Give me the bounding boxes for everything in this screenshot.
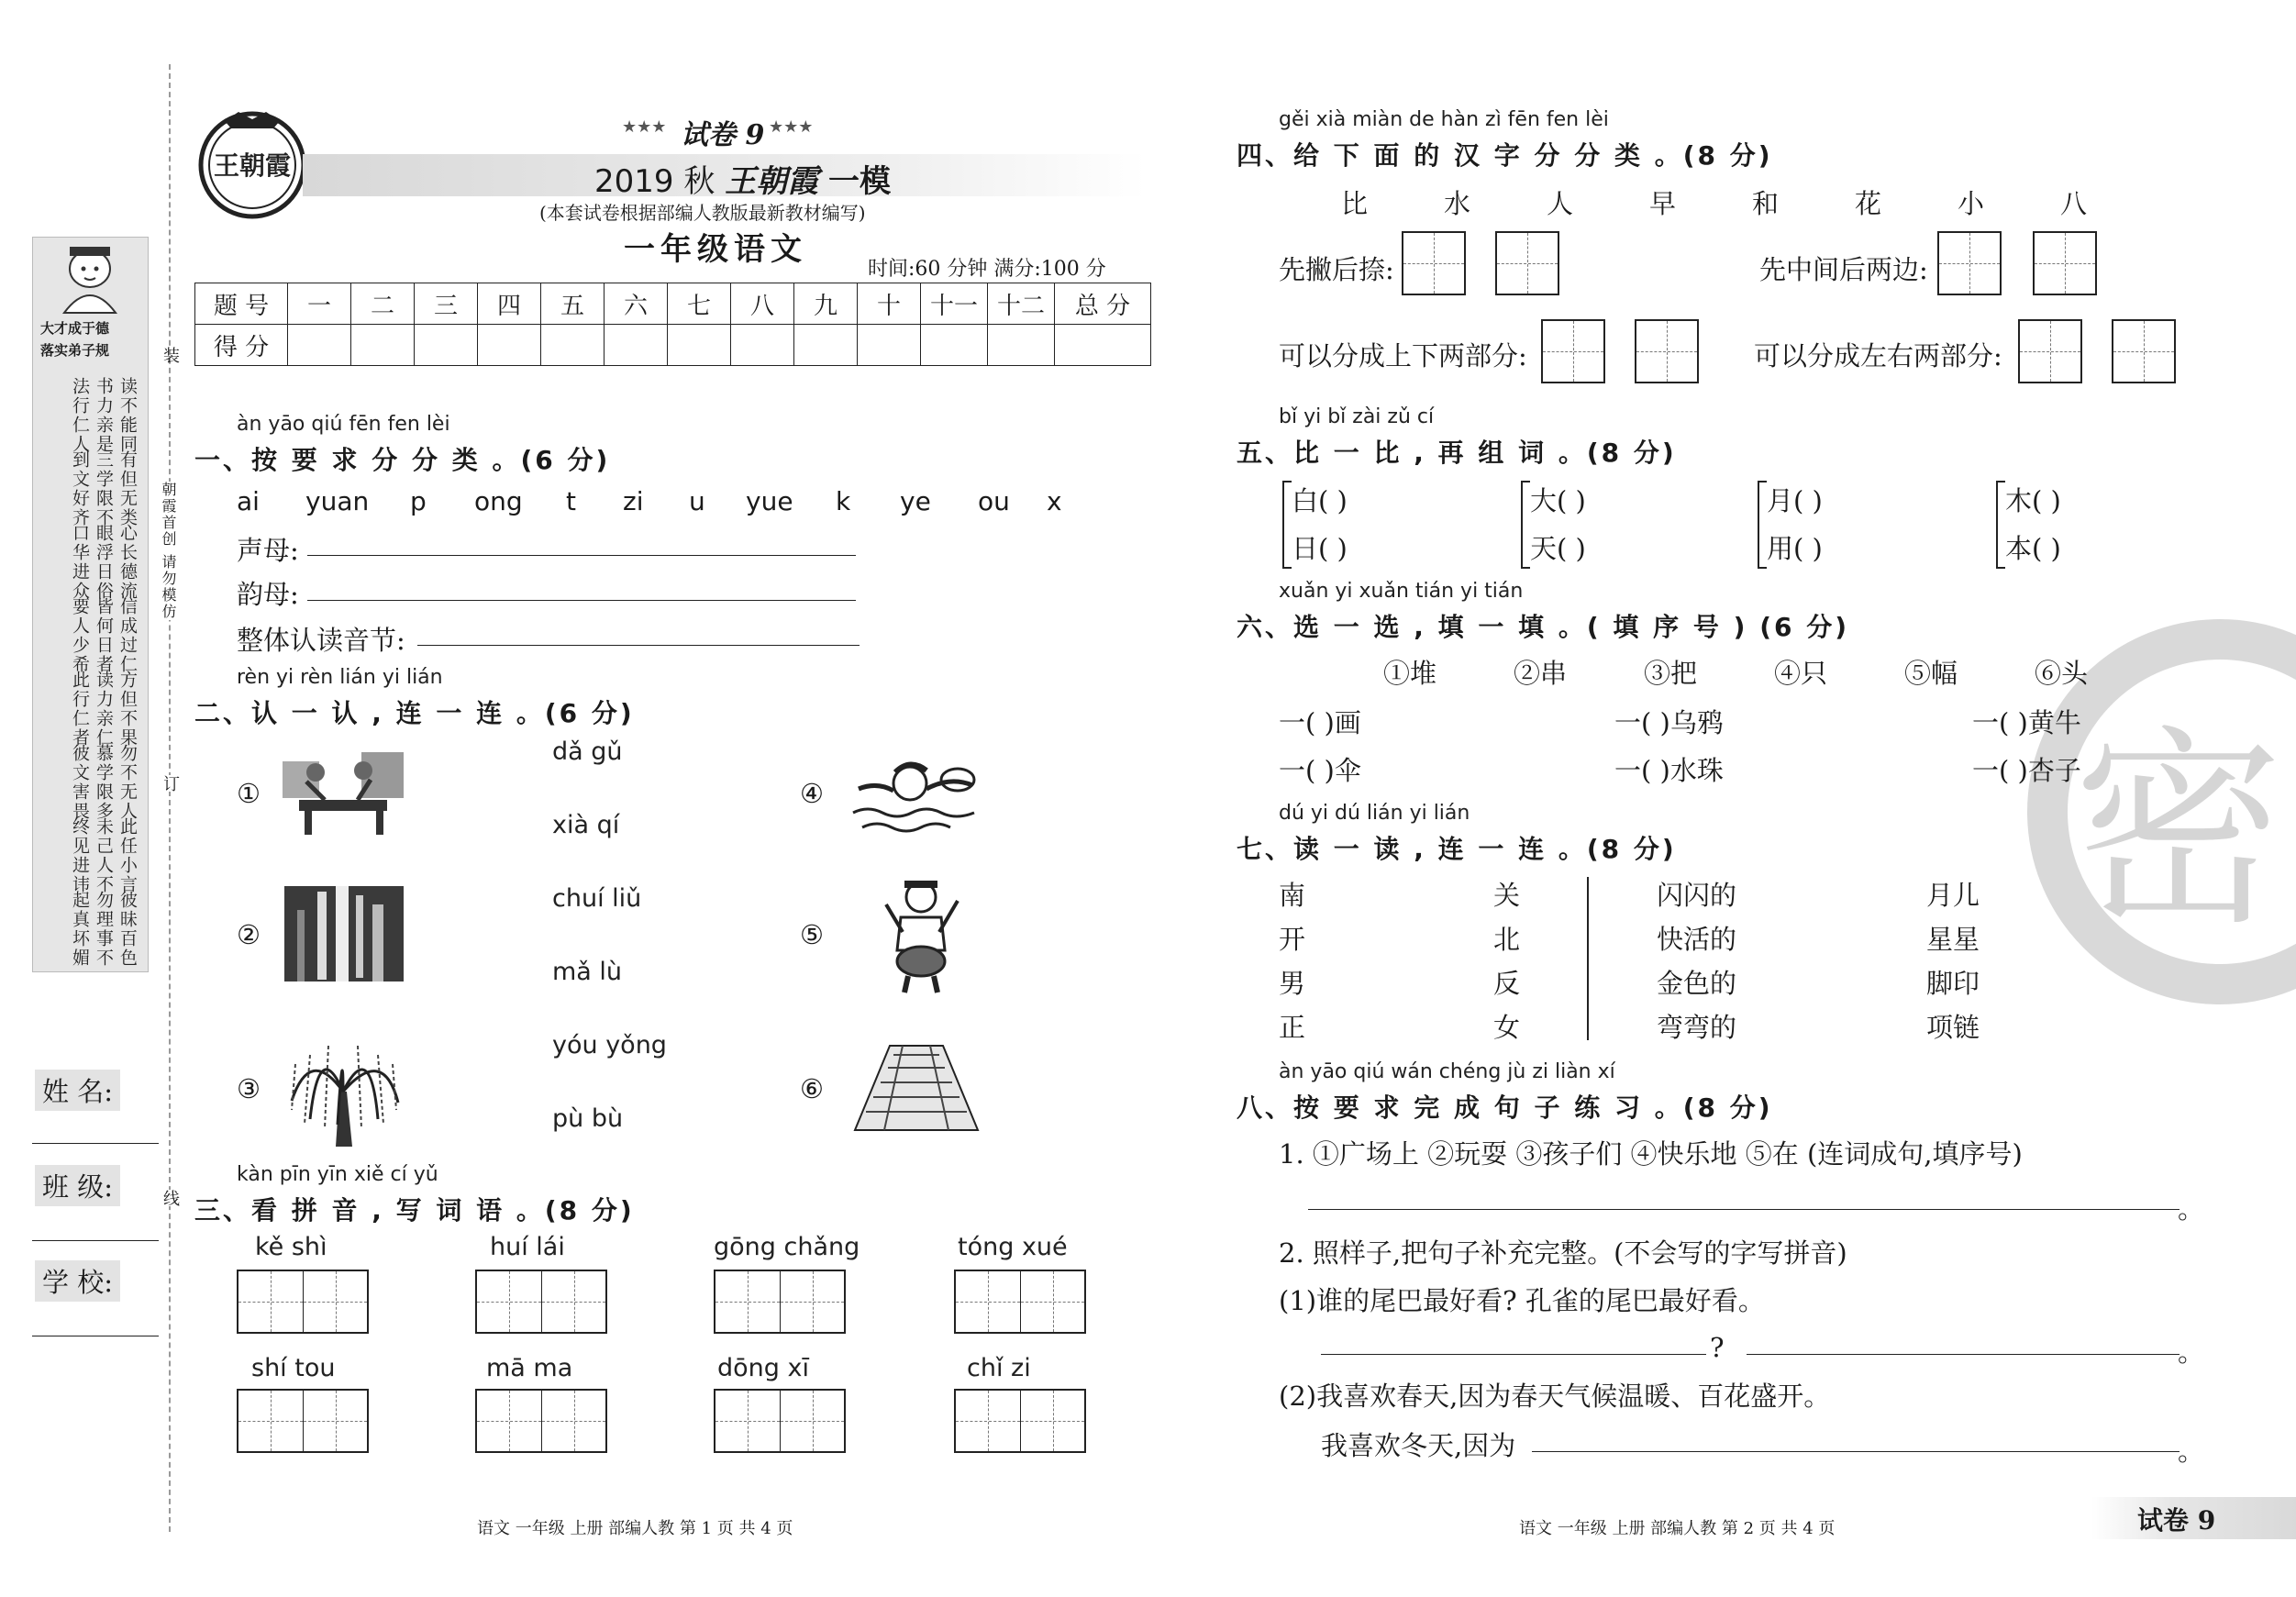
q5-pinyin: bǐ yi bǐ zài zǔ cí (1279, 405, 1435, 428)
score-cell[interactable] (415, 325, 478, 366)
score-cell[interactable] (351, 325, 415, 366)
q2-word: chuí liǔ (552, 884, 642, 913)
q1-label-whole: 整体认读音节: (237, 625, 405, 656)
brand-logo-icon (193, 103, 312, 222)
footer-right: 语文 一年级 上册 部编人教 第 2 页 共 4 页 (1519, 1519, 1836, 1538)
letter: ye (900, 486, 931, 516)
fold-mark-3: 订 (158, 775, 182, 792)
q8-answer-line[interactable] (1321, 1354, 1706, 1355)
q7-pinyin: dú yi dú lián yi lián (1279, 802, 1470, 825)
q2-num: ① (237, 778, 261, 809)
q4-char: 水 (1444, 188, 1471, 219)
q2-num: ⑥ (800, 1073, 824, 1104)
footer-left: 语文 一年级 上册 部编人教 第 1 页 共 4 页 (477, 1519, 793, 1538)
poem-col: 有但无类 (117, 450, 138, 527)
q2-num: ② (237, 919, 261, 950)
q7-word: 反 (1493, 968, 1521, 999)
q2-word: yóu yǒng (552, 1031, 667, 1059)
table-cell: 八 (731, 283, 794, 325)
q6-heading: 六、选 一 选 , 填 一 填 。( 填 序 号 ) (6 分) (1237, 612, 1850, 642)
title-suffix: 一模 (827, 163, 891, 200)
q7-word: 北 (1493, 924, 1521, 955)
poem-col: 彼昧百色 (117, 891, 138, 968)
score-cell[interactable] (541, 325, 605, 366)
q4-label: 先撇后捺: (1279, 254, 1394, 285)
q4-chars (1341, 183, 2087, 221)
q7-word: 开 (1279, 924, 1306, 955)
q7-word: 南 (1279, 880, 1306, 911)
q3-word: huí lái (490, 1233, 565, 1261)
q8-example-1: (1)谁的尾巴最好看? 孔雀的尾巴最好看。 (1279, 1285, 1765, 1316)
poem-col: 彼文害畏 (70, 744, 90, 821)
letter: yuan (305, 486, 370, 516)
q2-word: mǎ lù (552, 958, 623, 986)
q1-pinyin: àn yāo qiú fēn fen lèi (237, 413, 450, 436)
q8-prompt: 我喜欢冬天,因为 (1321, 1430, 1516, 1461)
table-cell: 十二 (988, 283, 1055, 325)
q4-writing-box[interactable] (2033, 231, 2097, 295)
q6-item: 一( )画 (1279, 707, 1361, 738)
q6-option: ③把 (1644, 658, 1698, 689)
q1-letters (237, 486, 1062, 516)
q7-word: 项链 (1926, 1012, 1980, 1043)
q4-char: 人 (1547, 188, 1574, 219)
score-cell[interactable] (668, 325, 731, 366)
table-cell: 一 (288, 283, 351, 325)
q5-bracket (1521, 481, 1530, 569)
q4-writing-box[interactable] (1937, 231, 2002, 295)
title-year: 2019 秋 (594, 163, 715, 200)
poem-col: 起真坏媚 (70, 891, 90, 968)
q7-heading: 七、读 一 读 , 连 一 连 。(8 分) (1237, 834, 1677, 864)
q1-heading: 一、按 要 求 分 分 类 。(6 分) (194, 445, 611, 475)
q7-word: 金色的 (1657, 968, 1737, 999)
q8-period: 。 (2178, 1436, 2205, 1467)
q6-item: 一( )伞 (1279, 755, 1361, 786)
score-cell[interactable] (288, 325, 351, 366)
score-cell[interactable] (731, 325, 794, 366)
table-cell: 七 (668, 283, 731, 325)
q6-pinyin: xuǎn yi xuǎn tián yi tián (1279, 580, 1524, 603)
letter: u (689, 486, 705, 516)
q6-item: 一( )黄牛 (1972, 707, 2081, 738)
letter: k (836, 486, 851, 516)
q7-divider (1587, 877, 1589, 1040)
q4-writing-box[interactable] (2018, 319, 2082, 383)
q7-word: 快活的 (1657, 924, 1737, 955)
q4-char: 早 (1649, 188, 1677, 219)
table-cell: 九 (794, 283, 858, 325)
q6-option: ②串 (1514, 658, 1568, 689)
table-cell: 十一 (921, 283, 988, 325)
q3-word: shí tou (251, 1354, 336, 1382)
score-cell[interactable] (858, 325, 921, 366)
q5-bracket (1758, 481, 1767, 569)
q4-char: 小 (1958, 188, 1985, 219)
q6-item: 一( )乌鸦 (1614, 707, 1724, 738)
score-cell[interactable] (605, 325, 668, 366)
score-cell[interactable] (478, 325, 541, 366)
table-cell: 三 (415, 283, 478, 325)
stars-left: ★★★ (622, 117, 667, 137)
letter: ou (978, 486, 1010, 516)
poem-col: 要人少希 (70, 597, 90, 674)
poem-col: 未己人不 (94, 817, 114, 894)
svg-text:王朝霞: 王朝霞 (213, 150, 292, 181)
poem-col: 勿理事不 (94, 891, 114, 968)
score-cell[interactable] (794, 325, 858, 366)
q3-word: gōng chǎng (714, 1233, 860, 1261)
q5-item: 白( ) (1292, 485, 1348, 516)
weeping-willow-picture (283, 1037, 405, 1147)
q5-bracket (1996, 481, 2005, 569)
waterfall-picture (284, 886, 404, 981)
binding-line (169, 64, 171, 1532)
fold-mark-4: 线 (158, 1190, 182, 1206)
q3-writing-grid[interactable] (954, 1389, 1086, 1453)
poem-col: 信成过仁 (117, 597, 138, 674)
q3-writing-grid[interactable] (237, 1389, 369, 1453)
q3-writing-grid[interactable] (954, 1270, 1086, 1334)
q7-word: 弯弯的 (1657, 1012, 1737, 1043)
q7-word: 脚印 (1926, 968, 1980, 999)
poem-col: 眼浮日俗 (94, 524, 114, 601)
q4-writing-box[interactable] (1402, 231, 1466, 295)
q2-heading: 二、认 一 认 , 连 一 连 。(6 分) (194, 698, 635, 728)
grade-subject: 一年级语文 (624, 231, 807, 268)
q2-word: dǎ gǔ (552, 738, 623, 766)
q2-pinyin: rèn yi rèn lián yi lián (237, 666, 443, 689)
q7-word: 女 (1493, 1012, 1521, 1043)
q6-item: 一( )杏子 (1972, 755, 2081, 786)
table-cell: 六 (605, 283, 668, 325)
poem-col: 此任小言 (117, 817, 138, 894)
q4-char: 花 (1855, 188, 1882, 219)
kids-playing-chess-picture (281, 749, 405, 837)
q1-answer-line[interactable] (307, 555, 856, 556)
table-head: 得 分 (195, 325, 288, 366)
score-cell[interactable] (921, 325, 988, 366)
table-cell: 总 分 (1055, 283, 1151, 325)
q6-option: ①堆 (1383, 658, 1437, 689)
q4-label: 可以分成上下两部分: (1279, 340, 1527, 372)
score-table-row (195, 325, 1151, 366)
exam-title (594, 156, 891, 201)
letter: t (566, 486, 576, 516)
q1-answer-line[interactable] (307, 600, 856, 601)
score-cell[interactable] (988, 325, 1055, 366)
q8-answer-line[interactable] (1532, 1451, 2180, 1452)
letter: ai (237, 486, 260, 516)
letter: p (410, 486, 427, 516)
letter: x (1047, 486, 1062, 516)
q8-example-2: (2)我喜欢春天,因为春天气候温暖、百花盛开。 (1279, 1381, 1831, 1412)
q4-writing-box[interactable] (2112, 319, 2176, 383)
class-label: 班 级: (35, 1165, 120, 1206)
scholar-figure-icon (33, 241, 146, 315)
poem-col: 皆何日者 (94, 597, 114, 674)
q6-option: ⑤幅 (1904, 658, 1958, 689)
q3-word: tóng xué (958, 1233, 1068, 1261)
q7-word: 星星 (1926, 924, 1980, 955)
poem-col: 法行仁人 (70, 377, 90, 454)
q3-writing-grid[interactable] (237, 1270, 369, 1334)
boy-beating-drum-picture (873, 877, 974, 996)
q5-item: 本( ) (2005, 533, 2061, 564)
q3-writing-grid[interactable] (475, 1270, 607, 1334)
table-cell: 十 (858, 283, 921, 325)
poem-col: 此行仁者 (70, 671, 90, 748)
q2-num: ③ (237, 1073, 261, 1104)
q8-qmark: ? (1710, 1332, 1725, 1363)
poem-col: 到文好齐 (70, 450, 90, 527)
stars-right: ★★★ (769, 117, 814, 137)
poem-col: 口华进众 (70, 524, 90, 601)
poem-col: 勿不无人 (117, 744, 138, 821)
q4-writing-box[interactable] (1541, 319, 1605, 383)
q4-writing-box[interactable] (1635, 319, 1699, 383)
poem-col: 心长德流 (117, 524, 138, 601)
q2-word: xià qí (552, 811, 620, 839)
q1-label-initials: 声母: (237, 535, 299, 566)
q8-heading: 八、按 要 求 完 成 句 子 练 习 。(8 分) (1237, 1092, 1773, 1123)
q8-sentence-1: 1. ①广场上 ②玩耍 ③孩子们 ④快乐地 ⑤在 (连词成句,填序号) (1279, 1138, 2023, 1170)
q6-option: ⑥头 (2035, 658, 2089, 689)
q5-item: 大( ) (1530, 485, 1586, 516)
q4-label: 先中间后两边: (1759, 254, 1928, 285)
score-table (194, 283, 1151, 366)
q2-num: ④ (800, 778, 824, 809)
class-field[interactable] (32, 1240, 159, 1241)
q1-answer-line[interactable] (417, 645, 860, 646)
q5-bracket (1282, 481, 1292, 569)
motto-line-2: 落实弟子规 (40, 342, 110, 359)
sidebar-panel (32, 237, 149, 972)
table-head: 题 号 (195, 283, 288, 325)
q3-heading: 三、看 拼 音 , 写 词 语 。(8 分) (194, 1195, 635, 1225)
q4-char: 和 (1752, 188, 1780, 219)
poem-col: 书力亲是 (94, 377, 114, 454)
q6-option: ④只 (1774, 658, 1828, 689)
exam-subtitle: (本套试卷根据部编人教版最新教材编写) (539, 202, 866, 224)
q5-item: 月( ) (1767, 485, 1823, 516)
q3-writing-grid[interactable] (475, 1389, 607, 1453)
q5-item: 日( ) (1292, 533, 1348, 564)
fold-mark-2: 朝霞首创 请勿模仿 (160, 482, 177, 621)
q4-heading: 四、给 下 面 的 汉 字 分 分 类 。(8 分) (1237, 140, 1773, 171)
time-score: 时间:60 分钟 满分:100 分 (868, 258, 1106, 281)
watermark-text: 密 (2073, 709, 2285, 954)
q3-word: dōng xī (717, 1354, 809, 1382)
q7-word: 闪闪的 (1657, 880, 1737, 911)
table-cell: 二 (351, 283, 415, 325)
q3-writing-grid[interactable] (714, 1389, 846, 1453)
poem-col: 三学限不 (94, 450, 114, 527)
q8-answer-line[interactable] (1308, 1209, 2180, 1210)
q7-word: 关 (1493, 880, 1521, 911)
q4-pinyin: gěi xià miàn de hàn zì fēn fen lèi (1279, 108, 1609, 131)
q3-word: chǐ zi (967, 1354, 1031, 1382)
q8-period: 。 (2178, 1336, 2205, 1368)
q8-answer-line[interactable] (1747, 1354, 2180, 1355)
q5-item: 天( ) (1530, 533, 1586, 564)
q1-label-finals: 韵母: (237, 579, 299, 610)
corner-paper-number: 试卷 9 (2137, 1505, 2216, 1536)
title-brand: 王朝霞 (725, 163, 819, 200)
letter: ong (474, 486, 523, 516)
q8-sentence-2: 2. 照样子,把句子补充完整。(不会写的字写拼音) (1279, 1237, 1847, 1269)
q5-heading: 五、比 一 比 , 再 组 词 。(8 分) (1237, 438, 1677, 468)
poem-col: 读力亲仁 (94, 671, 114, 748)
q5-item: 用( ) (1767, 533, 1823, 564)
q4-writing-box[interactable] (1495, 231, 1559, 295)
score-table-row (195, 283, 1151, 325)
q7-word: 男 (1279, 968, 1306, 999)
q3-word: kě shì (255, 1233, 327, 1261)
q2-word: pù bù (552, 1104, 624, 1133)
q6-item: 一( )水珠 (1614, 755, 1724, 786)
fold-mark-1: 装 (161, 347, 180, 363)
letter: yue (746, 486, 793, 516)
road-picture (853, 1042, 980, 1134)
table-cell: 四 (478, 283, 541, 325)
poem-col: 终见进讳 (70, 817, 90, 894)
q3-writing-grid[interactable] (714, 1270, 846, 1334)
q4-char: 比 (1341, 188, 1369, 219)
q3-pinyin: kàn pīn yīn xiě cí yǔ (237, 1163, 438, 1186)
q6-options (1383, 653, 2088, 691)
name-field[interactable] (32, 1143, 159, 1144)
paper-number: 试卷 9 (681, 119, 765, 151)
letter: zi (623, 486, 644, 516)
swimming-boy-picture (849, 749, 982, 840)
motto-line-1: 大才成于德 (40, 320, 110, 337)
poem-col: 方但不果 (117, 671, 138, 748)
school-label: 学 校: (35, 1260, 120, 1302)
poem-col: 读不能同 (117, 377, 138, 454)
q3-word: mā ma (486, 1354, 573, 1382)
q4-char: 八 (2060, 188, 2088, 219)
q2-num: ⑤ (800, 919, 824, 950)
q5-item: 木( ) (2005, 485, 2061, 516)
q7-word: 月儿 (1926, 880, 1980, 911)
q7-word: 正 (1279, 1012, 1306, 1043)
q8-period: 。 (2178, 1193, 2205, 1225)
table-cell: 五 (541, 283, 605, 325)
poem-col: 慕学限多 (94, 744, 114, 821)
name-label: 姓 名: (35, 1070, 120, 1111)
q8-pinyin: àn yāo qiú wán chéng jù zi liàn xí (1279, 1060, 1615, 1083)
score-cell[interactable] (1055, 325, 1151, 366)
q4-label: 可以分成左右两部分: (1754, 340, 2002, 372)
